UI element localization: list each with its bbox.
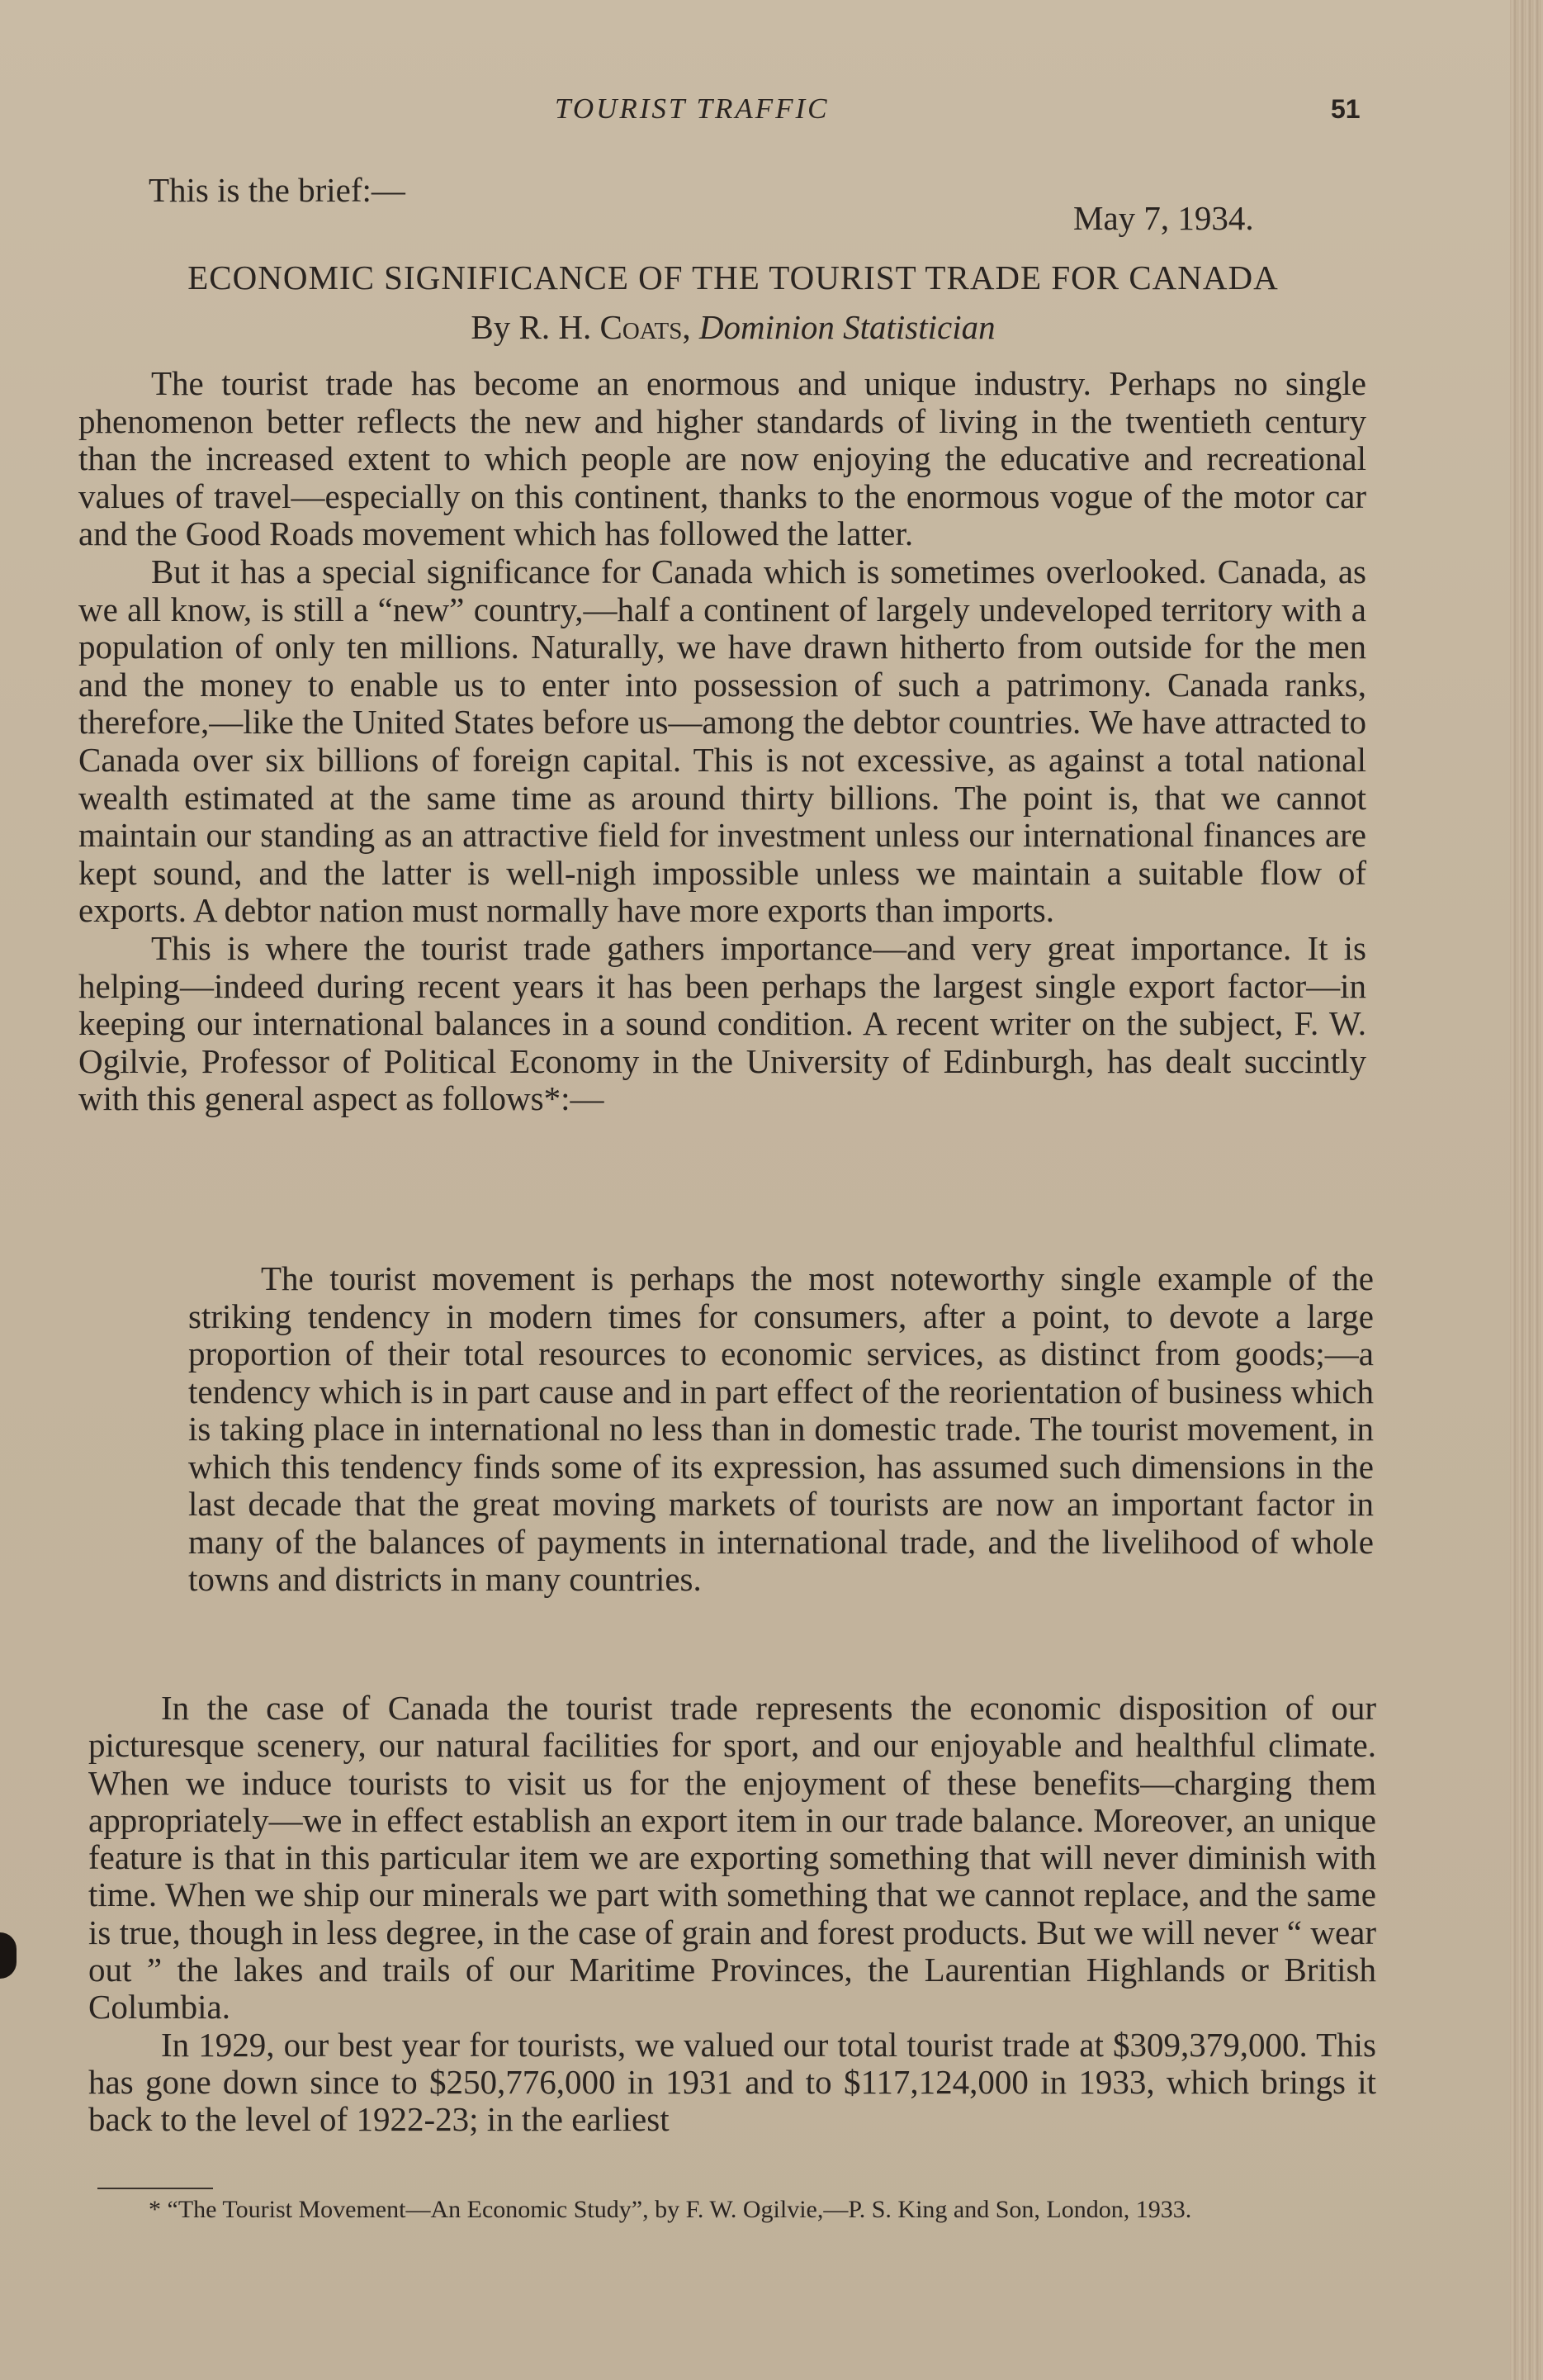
byline bbox=[73, 307, 1394, 347]
body-text bbox=[78, 365, 1366, 1118]
byline-prefix: By bbox=[471, 308, 519, 346]
byline-separator: , bbox=[682, 308, 699, 346]
running-header bbox=[0, 92, 1543, 134]
block-quote bbox=[188, 1260, 1374, 1599]
brief-date: May 7, 1934. bbox=[1073, 199, 1254, 237]
article-title: ECONOMIC SIGNIFICANCE OF THE TOURIST TRADE FOR CANADA bbox=[187, 258, 1279, 296]
book-spine-shadow bbox=[1510, 0, 1543, 2380]
page-number: 51 bbox=[1331, 94, 1361, 124]
intro-line: This is the brief:— bbox=[149, 171, 405, 209]
running-title: TOURIST TRAFFIC bbox=[555, 92, 830, 125]
footnote-text: * “The Tourist Movement—An Economic Study”, by F. W. Ogilvie,—P. S. King and Son, London, 1933. bbox=[149, 2196, 1192, 2223]
paragraph: But it has a special significance for Canada which is sometimes overlooked. Canada, as we all know, is still a “new” country,—half a continent of largely undeveloped territory with a population of only ten millions. Naturally, we have drawn hitherto from outside for the men and the money to enable us to enter into possession of such a patrimony. Canada ranks, therefore,—like the United States before us—among the debtor countries. We have attracted to Canada over six billions of foreign capital. This is not excessive, as against a total national wealth estimated at the same time as around thirty billions. The point is, that we cannot maintain our standing as an attractive field for investment unless our international finances are kept sound, and the latter is well-nigh impossible unless we maintain a suitable flow of exports. A debtor nation must normally have more exports than imports. bbox=[78, 552, 1366, 930]
quote-paragraph: The tourist movement is perhaps the most noteworthy single example of the striking tendency in modern times for consumers, after a point, to devote a large proportion of their total resources to economic services, as distinct from goods;—a tendency which is in part cause and in part effect of the reorientation of business which is taking place in international no less than in domestic trade. The tourist movement, in which this tendency finds some of its expression, has assumed such dimensions in the last decade that the great moving markets of tourists are now an important factor in many of the balances of payments in international trade, and the livelihood of whole towns and districts in many countries. bbox=[188, 1259, 1374, 1598]
footnote bbox=[97, 2196, 1379, 2224]
body-text-continued bbox=[88, 1690, 1376, 2139]
paragraph: In 1929, our best year for tourists, we valued our total tourist trade at $309,379,000. This has gone down since to $250,776,000 in 1931 and to $117,124,000 in 1933, which brings it back to the level of 1922-23; in the earliest bbox=[88, 2025, 1376, 2139]
paragraph: This is where the tourist trade gathers importance—and very great importance. It is helping—indeed during recent years it has been perhaps the largest single export factor—in keeping our international balances in a sound condition. A recent writer on the subject, F. W. Ogilvie, Professor of Political Economy in the University of Edinburgh, has dealt succintly with this general aspect as follows*:— bbox=[78, 928, 1366, 1118]
byline-role: Dominion Statistician bbox=[698, 308, 996, 346]
margin-ink-mark bbox=[0, 1932, 17, 1979]
footnote-rule bbox=[97, 2188, 213, 2189]
paragraph: In the case of Canada the tourist trade represents the economic disposition of our picturesque scenery, our natural facilities for sport, and our enjoyable and healthful climate. When we induce tourists to visit us for the enjoyment of these benefits—charging them appropriately—we in effect establish an export item in our trade balance. Moreover, an unique feature is that in this particular item we are exporting something that will never diminish with time. When we ship our minerals we part with something that we cannot replace, and the same is true, though in less degree, in the case of grain and forest products. But we will never “ wear out ” the lakes and trails of our Maritime Provinces, the Laurentian Highlands or British Columbia. bbox=[88, 1689, 1376, 2027]
byline-author: R. H. Coats bbox=[518, 308, 683, 346]
paragraph: The tourist trade has become an enormous and unique industry. Perhaps no single phenomenon better reflects the new and higher standards of living in the twentieth century than the increased extent to which people are now enjoying the educative and recreational values of travel—especially on this continent, thanks to the enormous vogue of the motor car and the Good Roads movement which has followed the latter. bbox=[78, 364, 1366, 553]
